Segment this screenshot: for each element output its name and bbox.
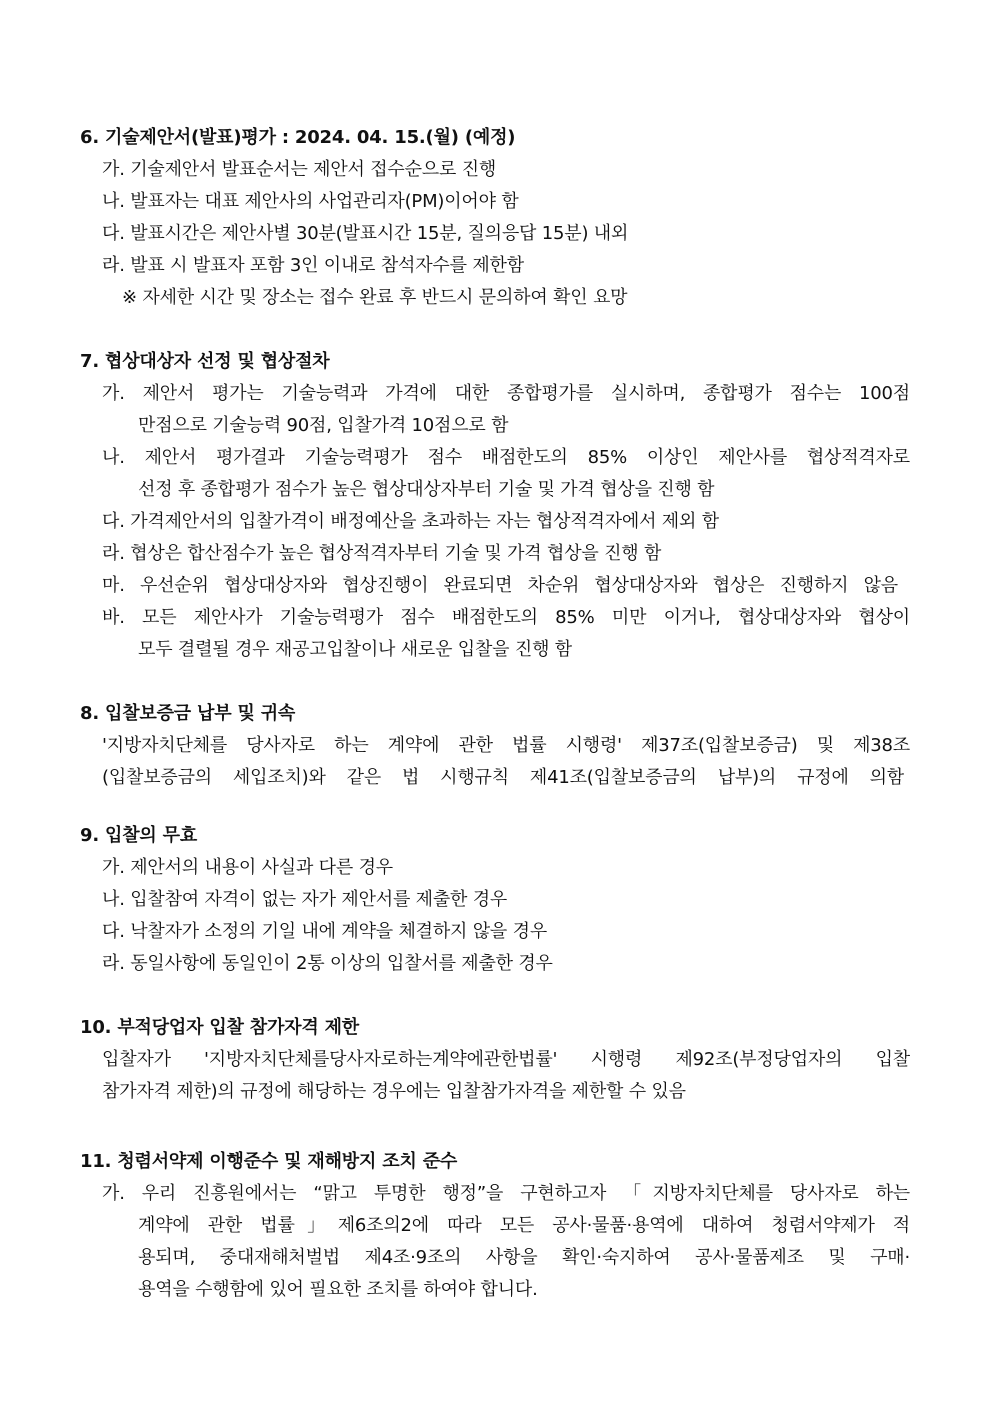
section-6-item-ga: 가. 기술제안서 발표순서는 제안서 접수순으로 진행 — [102, 159, 497, 180]
section-11-item-ga-cont-1: 계약에 관한 법률」제6조의2에 따라 모든 공사·물품·용역에 대하여 청렴서약제가 적 — [138, 1215, 910, 1236]
section-10-body-2: 참가자격 제한)의 규정에 해당하는 경우에는 입찰참가자격을 제한할 수 있음 — [102, 1081, 686, 1102]
section-8-body-1: '지방자치단체를 당사자로 하는 계약에 관한 법률 시행령' 제37조(입찰보증금) 및 제38조 — [102, 735, 910, 756]
section-9-item-da: 다. 낙찰자가 소정의 기일 내에 계약을 체결하지 않을 경우 — [102, 921, 548, 942]
section-9-item-na: 나. 입찰참여 자격이 없는 자가 제안서를 제출한 경우 — [102, 889, 508, 910]
section-11-item-ga: 가. 우리 진흥원에서는 “맑고 투명한 행정”을 구현하고자 「지방자치단체를 당사자로 하는 — [102, 1183, 910, 1204]
section-6-item-da: 다. 발표시간은 제안사별 30분(발표시간 15분, 질의응답 15분) 내외 — [102, 223, 629, 244]
section-6-item-na: 나. 발표자는 대표 제안사의 사업관리자(PM)이어야 함 — [102, 191, 519, 212]
section-7-heading: 7. 협상대상자 선정 및 협상절차 — [80, 351, 330, 372]
section-7-item-ga-cont: 만점으로 기술능력 90점, 입찰가격 10점으로 함 — [138, 415, 509, 436]
section-9-item-ra: 라. 동일사항에 동일인이 2통 이상의 입찰서를 제출한 경우 — [102, 953, 553, 974]
section-6-heading: 6. 기술제안서(발표)평가 : 2024. 04. 15.(월) (예정) — [80, 127, 516, 148]
section-7-item-ra: 라. 협상은 합산점수가 높은 협상적격자부터 기술 및 가격 협상을 진행 함 — [102, 543, 662, 564]
section-11-heading: 11. 청렴서약제 이행준수 및 재해방지 조치 준수 — [80, 1151, 458, 1172]
section-7-item-ba: 바. 모든 제안사가 기술능력평가 점수 배점한도의 85% 미만 이거나, 협상대상자와 협상이 — [102, 607, 910, 628]
section-10-body-1: 입찰자가 '지방자치단체를당사자로하는계약에관한법률' 시행령 제92조(부정당업자의 입찰 — [102, 1049, 910, 1070]
section-8-heading: 8. 입찰보증금 납부 및 귀속 — [80, 703, 296, 724]
section-7-item-da: 다. 가격제안서의 입찰가격이 배정예산을 초과하는 자는 협상적격자에서 제외 함 — [102, 511, 719, 532]
section-9-heading: 9. 입찰의 무효 — [80, 825, 198, 846]
section-11-item-ga-cont-3: 용역을 수행함에 있어 필요한 조치를 하여야 합니다. — [138, 1279, 538, 1300]
section-6-note: ※ 자세한 시간 및 장소는 접수 완료 후 반드시 문의하여 확인 요망 — [122, 287, 628, 308]
section-10-heading: 10. 부적당업자 입찰 참가자격 제한 — [80, 1017, 359, 1038]
section-7-item-na-cont: 선정 후 종합평가 점수가 높은 협상대상자부터 기술 및 가격 협상을 진행 함 — [138, 479, 715, 500]
section-6-item-ra: 라. 발표 시 발표자 포함 3인 이내로 참석자수를 제한함 — [102, 255, 524, 276]
section-7-item-ga: 가. 제안서 평가는 기술능력과 가격에 대한 종합평가를 실시하며, 종합평가 점수는 100점 — [102, 383, 910, 404]
section-7-item-ba-cont: 모두 결렬될 경우 재공고입찰이나 새로운 입찰을 진행 함 — [138, 639, 572, 660]
section-8-body-2: (입찰보증금의 세입조치)와 같은 법 시행규칙 제41조(입찰보증금의 납부)의 규정에 의함 — [102, 767, 904, 788]
section-7-item-ma: 마. 우선순위 협상대상자와 협상진행이 완료되면 차순위 협상대상자와 협상은 진행하지 않음 — [102, 575, 898, 596]
section-9-item-ga: 가. 제안서의 내용이 사실과 다른 경우 — [102, 857, 393, 878]
section-11-item-ga-cont-2: 용되며, 중대재해처벌법 제4조·9조의 사항을 확인·숙지하여 공사·물품제조 및 구매· — [138, 1247, 910, 1268]
section-7-item-na: 나. 제안서 평가결과 기술능력평가 점수 배점한도의 85% 이상인 제안사를 협상적격자로 — [102, 447, 910, 468]
